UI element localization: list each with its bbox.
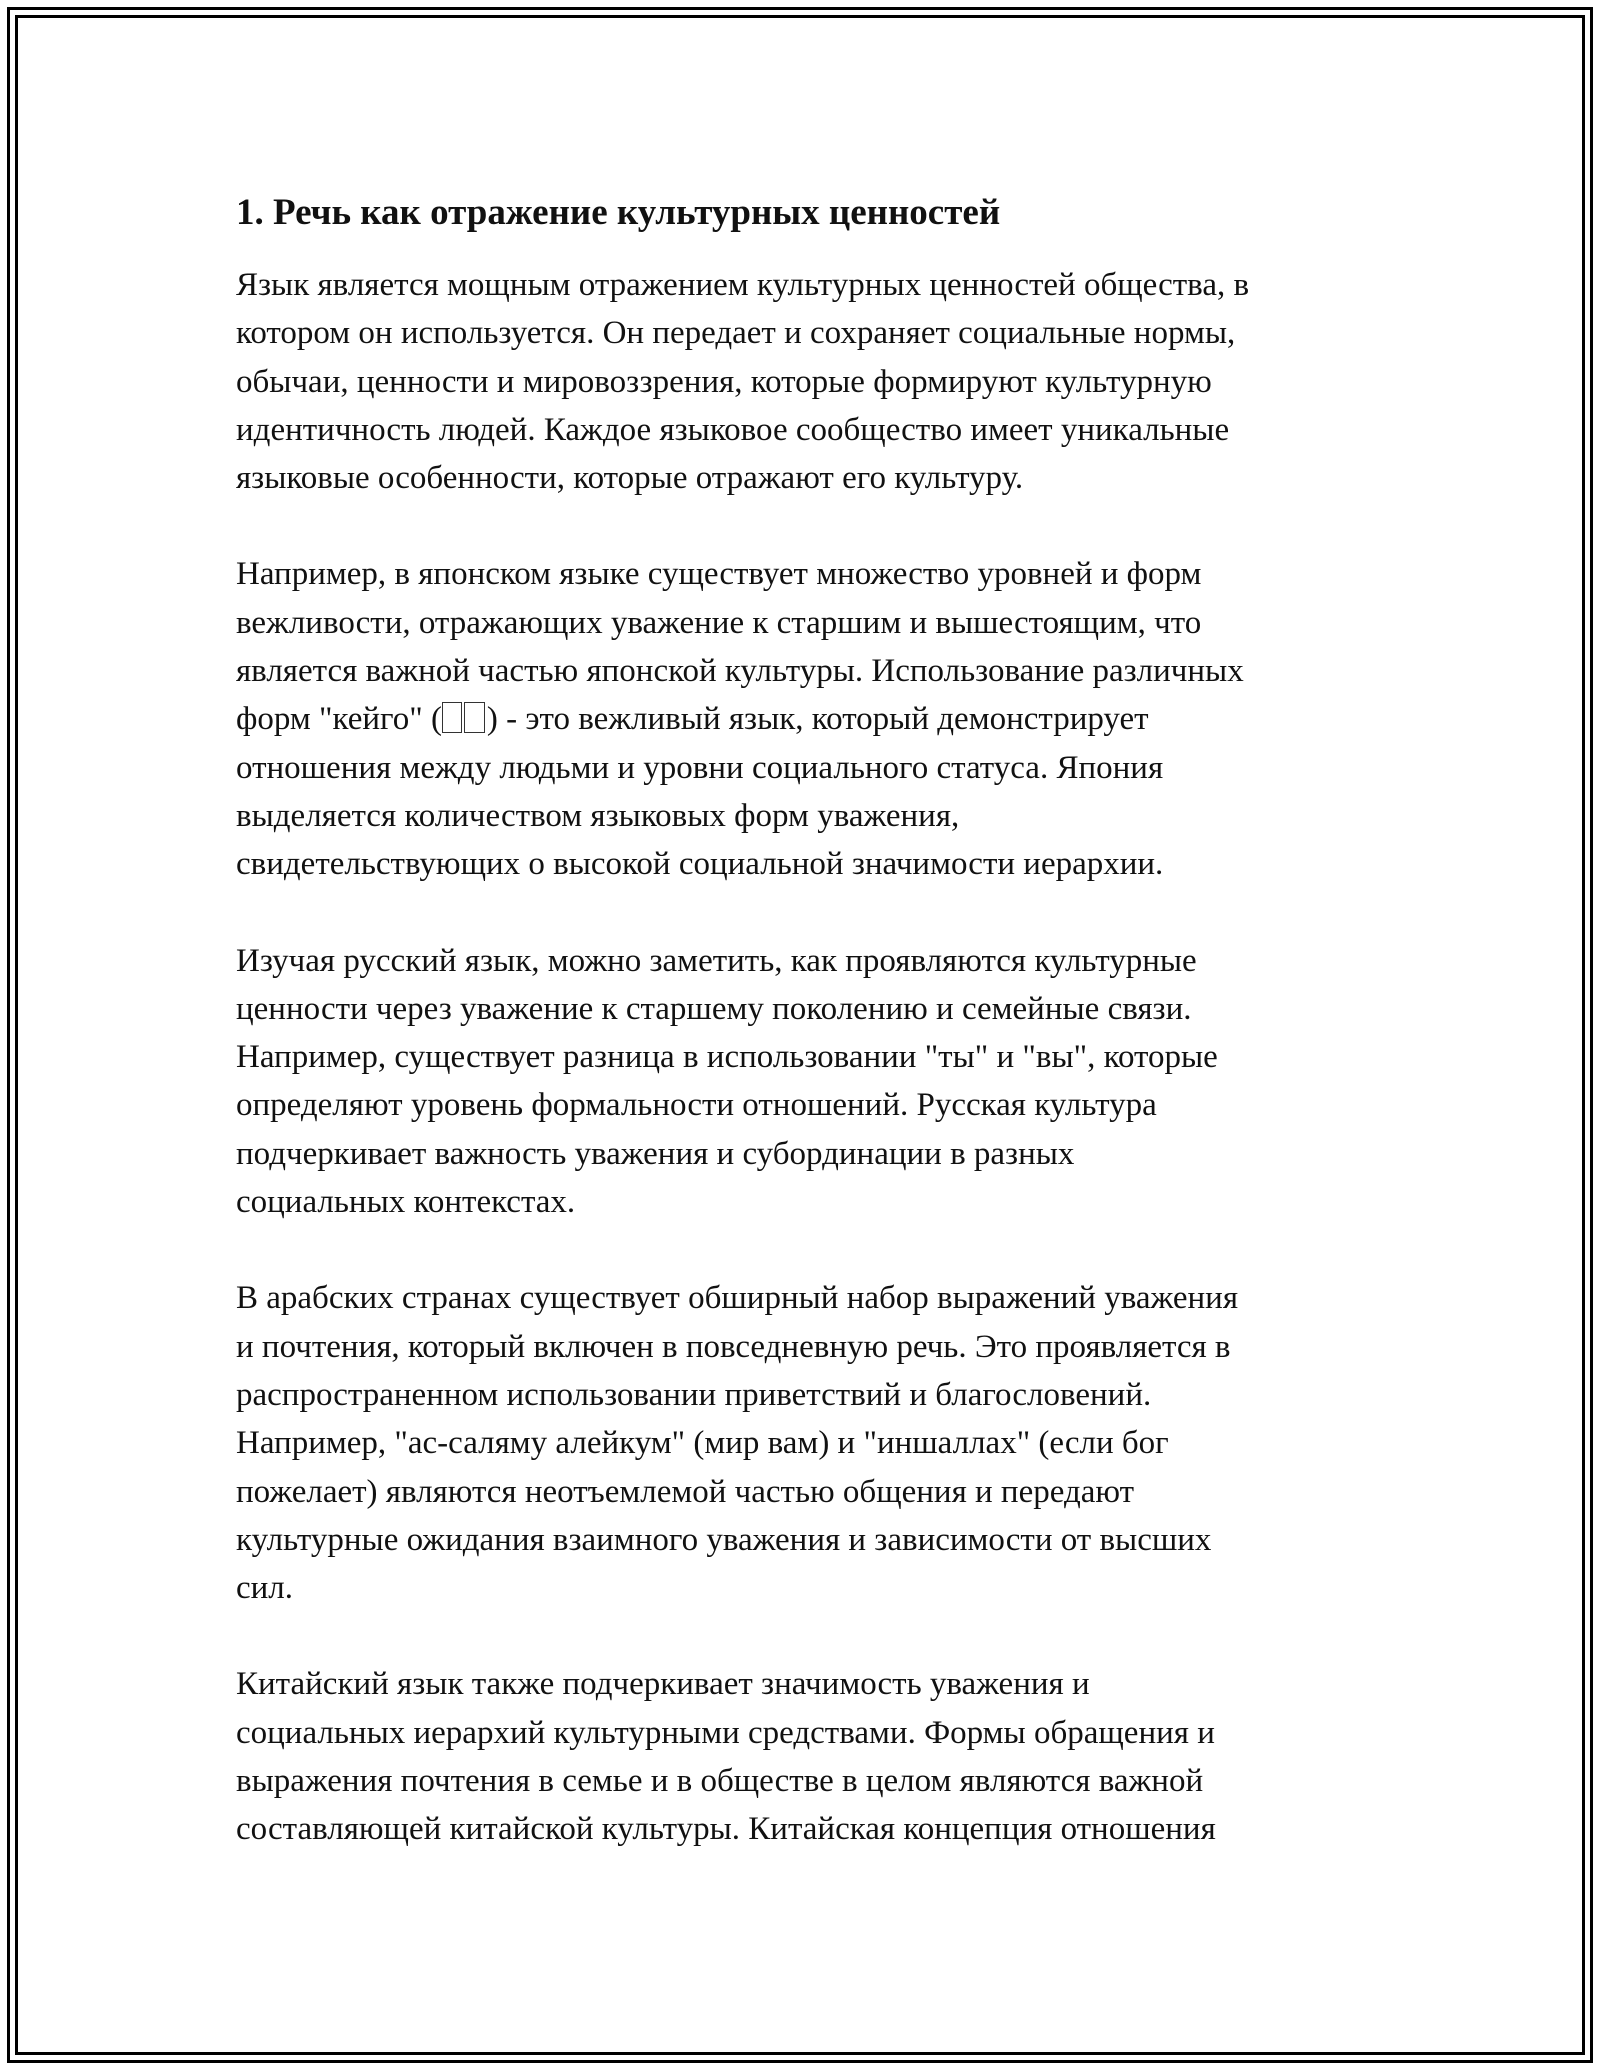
text-line: Например, в японском языке существует множество уровней и форм — [236, 556, 1202, 593]
text-line: выражения почтения в семье и в обществе в целом являются важной — [236, 1763, 1204, 1800]
section-heading: 1. Речь как отражение культурных ценностей — [236, 192, 1001, 233]
text-line: отношения между людьми и уровни социального статуса. Япония — [236, 749, 1164, 786]
text-line: Например, "ас-саляму алейкум" (мир вам) и "иншаллах" (если бог — [236, 1425, 1169, 1462]
paragraph-1 — [236, 261, 1376, 502]
paragraph-4 — [236, 1274, 1376, 1612]
paragraph-2 — [236, 550, 1376, 888]
text-line: свидетельствующих о высокой социальной значимости иерархии. — [236, 846, 1164, 883]
text-line: и почтения, который включен в повседневную речь. Это проявляется в — [236, 1328, 1231, 1365]
text-line: определяют уровень формальности отношений. Русская культура — [236, 1087, 1157, 1124]
text-line: языковые особенности, которые отражают его культуру. — [236, 460, 1024, 497]
paragraph-5 — [236, 1660, 1376, 1853]
text-line: выделяется количеством языковых форм уважения, — [236, 797, 960, 834]
text-line: культурные ожидания взаимного уважения и зависимости от высших — [236, 1521, 1212, 1558]
text-line: пожелает) являются неотъемлемой частью общения и передают — [236, 1473, 1135, 1510]
text-line: ценности через уважение к старшему поколению и семейные связи. — [236, 990, 1192, 1027]
missing-glyph-box — [442, 702, 462, 733]
text-line: является важной частью японской культуры. Использование различных — [236, 653, 1244, 690]
text-line: Изучая русский язык, можно заметить, как проявляются культурные — [236, 942, 1197, 979]
text-line: вежливости, отражающих уважение к старшим и вышестоящим, что — [236, 604, 1202, 641]
text-line: сил. — [236, 1570, 294, 1607]
text-line: обычаи, ценности и мировоззрения, которые формируют культурную — [236, 363, 1212, 400]
text-line: Китайский язык также подчеркивает значимость уважения и — [236, 1666, 1090, 1703]
keigo-text-after: ) - это вежливый язык, который демонстрирует — [486, 701, 1149, 738]
text-line: социальных иерархий культурными средствами. Формы обращения и — [236, 1714, 1215, 1751]
keigo-text-before: форм "кейго" ( — [236, 701, 442, 738]
text-line: котором он используется. Он передает и сохраняет социальные нормы, — [236, 315, 1236, 352]
paragraph-3 — [236, 937, 1376, 1227]
missing-glyph-box — [464, 702, 484, 733]
document-body — [236, 185, 1376, 1854]
text-line: распространенном использовании приветствий и благословений. — [236, 1376, 1152, 1413]
text-line: подчеркивает важность уважения и субординации в разных — [236, 1135, 1075, 1172]
text-line: В арабских странах существует обширный набор выражений уважения — [236, 1280, 1239, 1317]
text-line: Язык является мощным отражением культурных ценностей общества, в — [236, 267, 1250, 303]
text-line: идентичность людей. Каждое языковое сообщество имеет уникальные — [236, 411, 1230, 448]
keigo-line — [236, 695, 1376, 743]
text-line: Например, существует разница в использовании "ты" и "вы", которые — [236, 1039, 1218, 1076]
text-line: социальных контекстах. — [236, 1184, 576, 1221]
text-line: составляющей китайской культуры. Китайская концепция отношения — [236, 1811, 1216, 1848]
